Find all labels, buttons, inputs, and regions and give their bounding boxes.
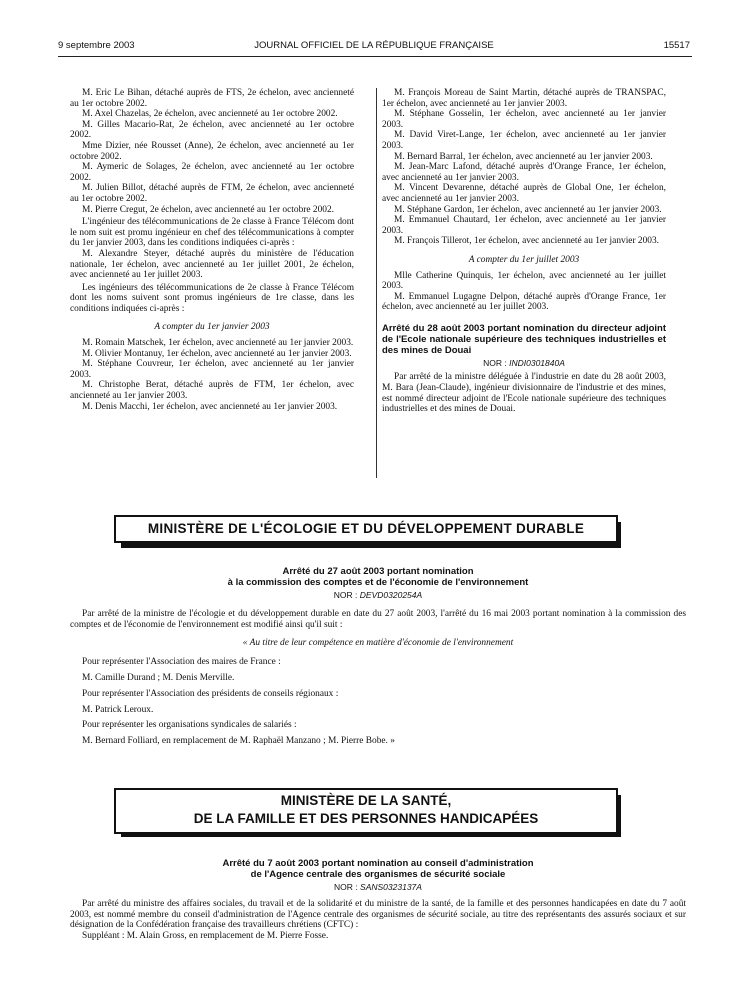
paragraph: Pour représenter l'Association des présidents de conseils régionaux : (82, 688, 339, 699)
nor-label: NOR : (333, 590, 358, 600)
paragraph: M. Bernard Barral, 1er échelon, avec ancienneté au 1er janvier 2003. (394, 151, 653, 162)
nor-reference (70, 882, 686, 893)
paragraph: M. Camille Durand ; M. Denis Merville. (82, 672, 235, 683)
paragraph: M. Olivier Montanuy, 1er échelon, avec ancienneté au 1er janvier 2003. (82, 348, 352, 359)
paragraph: M. Pierre Cregut, 2e échelon, avec ancienneté au 1er octobre 2002. (82, 204, 334, 215)
paragraph: M. David Viret-Lange, 1er échelon, avec ancienneté au 1er janvier 2003. (382, 130, 666, 151)
paragraph: M. Aymeric de Solages, 2e échelon, avec ancienneté au 1er octobre 2002. (70, 162, 354, 183)
paragraph: M. Alexandre Steyer, détaché auprès du ministère de l'éducation nationale, 1er échelon, avec ancienneté au 1er juillet 2001, 2e échelon, avec ancienneté au 1er juillet 2003. (70, 248, 354, 281)
paragraph: Pour représenter l'Association des maires de France : (82, 657, 281, 668)
paragraph: Par arrêté de la ministre de l'écologie et du développement durable en date du 27 août 2003, l'arrêté du 16 mai 2003 portant nomination à la commission des comptes et de l'économie de l'environnement est modifié ainsi qu'il suit : (70, 608, 686, 630)
paragraph: M. Gilles Macario-Rat, 2e échelon, avec ancienneté au 1er octobre 2002. (70, 119, 354, 141)
arrete-title-line: de l'Agence centrale des organismes de sécurité sociale (250, 869, 506, 880)
paragraph: M. Stéphane Couvreur, 1er échelon, avec ancienneté au 1er janvier 2003. (70, 359, 354, 380)
nor-reference (382, 358, 666, 369)
paragraph: M. Patrick Leroux. (82, 704, 154, 715)
nor-label: NOR : (334, 882, 358, 892)
nor-code: INDI0301840A (509, 357, 565, 368)
nor-code: DEVD0320254A (359, 590, 423, 600)
paragraph: L'ingénieur des télécommunications de 2e classe à France Télécom dont le nom suit est promu ingénieur en chef des télécommunications à compter du 1er janvier 2003, dans les conditions indiquées ci-après : (70, 217, 354, 249)
paragraph: M. Denis Macchi, 1er échelon, avec ancienneté au 1er janvier 2003. (82, 401, 338, 412)
header-date: 9 septembre 2003 (58, 40, 135, 51)
paragraph: Mlle Catherine Quinquis, 1er échelon, avec ancienneté au 1er juillet 2003. (382, 270, 666, 292)
nor-reference (70, 590, 686, 601)
quote-heading: « Au titre de leur compétence en matière d'économie de l'environnement (242, 638, 514, 649)
right-column (382, 88, 666, 415)
paragraph: M. Vincent Devarenne, détaché auprès de Global One, 1er échelon, avec ancienneté au 1er janvier 2003. (382, 183, 666, 204)
paragraph: M. Romain Matschek, 1er échelon, avec ancienneté au 1er janvier 2003. (82, 338, 354, 349)
ministry-name-line: DE LA FAMILLE ET DES PERSONNES HANDICAPÉES (193, 811, 539, 826)
paragraph: Pour représenter les organisations syndicales de salariés : (82, 720, 297, 731)
paragraph: M. François Moreau de Saint Martin, détaché auprès de TRANSPAC, 1er échelon, avec ancienneté au 1er janvier 2003. (382, 88, 666, 109)
paragraph: Mme Dizier, née Rousset (Anne), 2e échelon, avec ancienneté au 1er octobre 2002. (70, 140, 354, 162)
arrete-title-line: à la commission des comptes et de l'économie de l'environnement (227, 577, 529, 588)
page-number: 15517 (663, 40, 690, 51)
paragraph: M. Eric Le Bihan, détaché auprès de FTS, 2e échelon, avec ancienneté au 1er octobre 2002. (70, 88, 354, 109)
paragraph: Par arrêté du ministre des affaires sociales, du travail et de la solidarité et du ministre de la santé, de la famille et des personnes handicapées en date du 7 août 2003, est nommé membre du conseil d'administration de l'Agence centrale des organismes de sécurité sociale, au titre des représentants des assurés sociaux et sur désignation de la Confédération française des travailleurs chrétiens (CFTC) : (70, 898, 686, 931)
arrete-title: Arrêté du 28 août 2003 portant nomination du directeur adjoint de l'Ecole nationale supérieure des techniques industrielles et des mines de Douai (382, 322, 666, 356)
paragraph: Suppléant : M. Alain Gross, en remplacement de M. Pierre Fosse. (82, 931, 329, 942)
ministry-heading (114, 788, 618, 834)
paragraph: Les ingénieurs des télécommunications de 2e classe à France Télécom dont les noms suivent sont promus ingénieurs de 1re classe, dans les conditions indiquées ci-après : (70, 282, 354, 314)
paragraph: M. Emmanuel Chautard, 1er échelon, avec ancienneté au 1er janvier 2003. (382, 215, 666, 236)
paragraph: M. Stéphane Gosselin, 1er échelon, avec ancienneté au 1er janvier 2003. (382, 109, 666, 130)
ministry-name-line: MINISTÈRE DE LA SANTÉ, (280, 793, 452, 808)
journal-title: JOURNAL OFFICIEL DE LA RÉPUBLIQUE FRANÇAISE (254, 40, 494, 51)
nor-label: NOR : (483, 357, 507, 368)
ministry1-section (70, 566, 686, 747)
paragraph: M. Christophe Berat, détaché auprès de FTM, 1er échelon, avec ancienneté au 1er janvier 2003. (70, 380, 354, 402)
paragraph: M. Stéphane Gardon, 1er échelon, avec ancienneté au 1er janvier 2003. (394, 204, 662, 215)
paragraph: M. Axel Chazelas, 2e échelon, avec ancienneté au 1er octobre 2002. (82, 109, 338, 120)
arrete-title-line: Arrêté du 27 août 2003 portant nomination (282, 566, 474, 577)
nor-code: SANS0323137A (360, 882, 422, 892)
header-rule (58, 56, 692, 57)
ministry-heading: MINISTÈRE DE L'ÉCOLOGIE ET DU DÉVELOPPEMENT DURABLE (114, 515, 618, 543)
column-divider (376, 88, 377, 478)
paragraph: M. Emmanuel Lugagne Delpon, détaché auprès d'Orange France, 1er échelon, avec ancienneté au 1er juillet 2003. (382, 291, 666, 313)
arrete-title-line: Arrêté du 7 août 2003 portant nomination au conseil d'administration (222, 858, 534, 869)
page-header (58, 40, 690, 54)
paragraph: M. Julien Billot, détaché auprès de FTM, 2e échelon, avec ancienneté au 1er octobre 2002. (70, 183, 354, 204)
section-heading: A compter du 1er juillet 2003 (468, 254, 580, 265)
paragraph: M. Jean-Marc Lafond, détaché auprès d'Orange France, 1er échelon, avec ancienneté au 1er janvier 2003. (382, 162, 666, 183)
ministry2-section (70, 858, 686, 942)
left-column (70, 88, 354, 412)
paragraph: M. François Tillerot, 1er échelon, avec ancienneté au 1er janvier 2003. (394, 236, 660, 247)
section-heading: A compter du 1er janvier 2003 (154, 322, 270, 333)
paragraph: Par arrêté de la ministre déléguée à l'industrie en date du 28 août 2003, M. Bara (Jean-Claude), ingénieur divisionnaire de l'industrie et des mines, est nommé directeur adjoint de l'Ecole nationale supérieure des techniques industrielles et des mines de Douai. (382, 372, 666, 415)
paragraph: M. Bernard Folliard, en remplacement de M. Raphaël Manzano ; M. Pierre Bobe. » (82, 736, 395, 747)
